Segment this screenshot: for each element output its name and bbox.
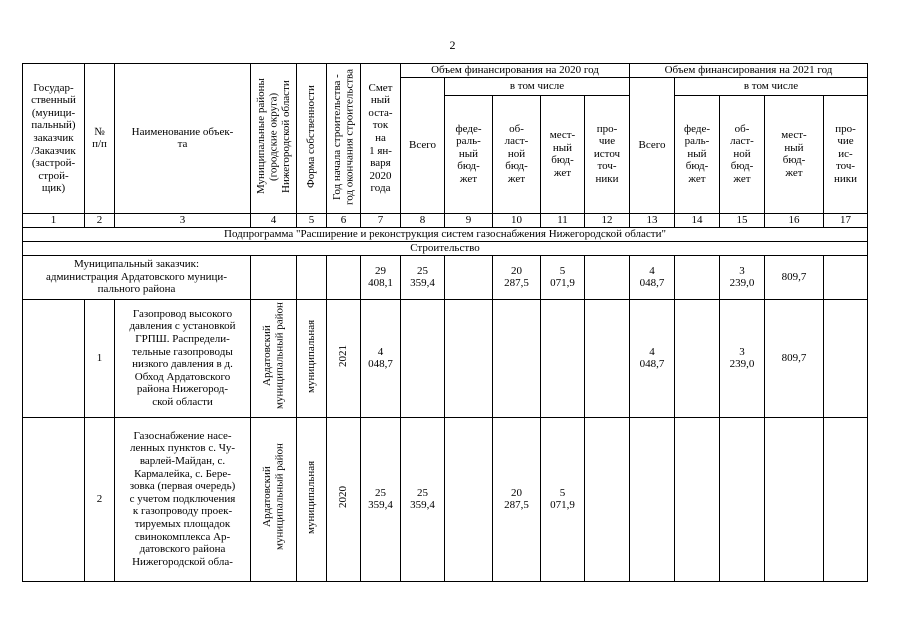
- column-number: 8: [401, 213, 445, 227]
- cell: [585, 299, 630, 417]
- row-number: 1: [85, 299, 115, 417]
- header-including-2020: в том числе: [445, 78, 630, 96]
- column-number: 6: [327, 213, 361, 227]
- customer-regional-2021: 3 239,0: [720, 255, 765, 299]
- subprogram-title: Подпрограмма "Расширение и реконструкция систем газоснабжения Нижегородской области": [23, 227, 868, 241]
- years: 2020: [327, 417, 361, 581]
- cell: [445, 299, 493, 417]
- cell: [23, 417, 85, 581]
- cell: [297, 255, 327, 299]
- estimate-balance: 25 359,4: [361, 417, 401, 581]
- header-ownership: Форма собственности: [297, 64, 327, 214]
- customer-total-2021: 4 048,7: [630, 255, 675, 299]
- header-local-2020: мест- ный бюд- жет: [541, 95, 585, 213]
- header-regional-2021: об- ласт- ной бюд- жет: [720, 95, 765, 213]
- header-federal-2020: феде- раль- ный бюд- жет: [445, 95, 493, 213]
- district: Ардатовский муниципальный район: [251, 417, 297, 581]
- header-district: Муниципальные районы (городские округа) Нижегородской области: [251, 64, 297, 214]
- header-object-name: Наименование объек- та: [115, 64, 251, 214]
- column-number: 1: [23, 213, 85, 227]
- cell: [251, 255, 297, 299]
- cell: [765, 417, 824, 581]
- cell: [445, 255, 493, 299]
- financing-table: [22, 63, 868, 582]
- customer-estimate: 29 408,1: [361, 255, 401, 299]
- header-including-2021: в том числе: [675, 78, 868, 96]
- column-number: 17: [824, 213, 868, 227]
- object-name: Газопровод высокого давления с установкой ГРПШ. Распредели- тельные газопроводы низкого давления в д. Обход Ардатовского района Нижегород- ской области: [115, 299, 251, 417]
- cell: [675, 255, 720, 299]
- column-number: 16: [765, 213, 824, 227]
- cell: [401, 299, 445, 417]
- subprogram-row: [23, 227, 868, 241]
- column-number: 14: [675, 213, 720, 227]
- estimate-balance: 4 048,7: [361, 299, 401, 417]
- column-number: 12: [585, 213, 630, 227]
- object-name: Газоснабжение насе- ленных пунктов с. Чу- варлей-Майдан, с. Кармалейка, с. Бере- зовка (первая очередь) с учетом подключения к газопроводу проек- тируемых площадок свинокомплекса Ар- датовского района Нижегородской обла-: [115, 417, 251, 581]
- total-2021: 4 048,7: [630, 299, 675, 417]
- table-row: [23, 299, 868, 417]
- cell: [541, 299, 585, 417]
- years: 2021: [327, 299, 361, 417]
- cell: [493, 299, 541, 417]
- cell: [675, 299, 720, 417]
- column-number: 11: [541, 213, 585, 227]
- cell: [445, 417, 493, 581]
- ownership: муниципальная: [297, 417, 327, 581]
- regional-2021: 3 239,0: [720, 299, 765, 417]
- page-number: 2: [449, 38, 456, 52]
- cell: [630, 417, 675, 581]
- cell: [585, 417, 630, 581]
- header-row-1: [23, 64, 868, 78]
- customer-regional-2020: 20 287,5: [493, 255, 541, 299]
- column-number: 13: [630, 213, 675, 227]
- district: Ардатовский муниципальный район: [251, 299, 297, 417]
- cell: [585, 255, 630, 299]
- header-other-2020: про- чие источ точ- ники: [585, 95, 630, 213]
- cell: [23, 299, 85, 417]
- customer-row: [23, 255, 868, 299]
- cell: [824, 299, 868, 417]
- header-federal-2021: феде- раль- ный бюд- жет: [675, 95, 720, 213]
- header-number: № п/п: [85, 64, 115, 214]
- column-number: 3: [115, 213, 251, 227]
- header-other-2021: про- чие ис- точ- ники: [824, 95, 868, 213]
- ownership: муниципальная: [297, 299, 327, 417]
- header-estimate-balance: Смет ный оста- ток на 1 ян- варя 2020 года: [361, 64, 401, 214]
- column-numbers-row: [23, 213, 868, 227]
- cell: [824, 255, 868, 299]
- column-number: 9: [445, 213, 493, 227]
- regional-2020: 20 287,5: [493, 417, 541, 581]
- total-2020: 25 359,4: [401, 417, 445, 581]
- header-local-2021: мест- ный бюд- жет: [765, 95, 824, 213]
- customer-total-2020: 25 359,4: [401, 255, 445, 299]
- cell: [720, 417, 765, 581]
- column-number: 4: [251, 213, 297, 227]
- header-fin-2021: Объем финансирования на 2021 год: [630, 64, 868, 78]
- local-2021: 809,7: [765, 299, 824, 417]
- customer-name: Муниципальный заказчик: администрация Ардатовского муници- пального района: [23, 255, 251, 299]
- cell: [824, 417, 868, 581]
- header-customer: Государ- ственный (муници- пальный) заказчик /Заказчик (застрой- строй- щик): [23, 64, 85, 214]
- cell: [327, 255, 361, 299]
- row-number: 2: [85, 417, 115, 581]
- customer-local-2020: 5 071,9: [541, 255, 585, 299]
- header-total-2020: Всего: [401, 78, 445, 214]
- cell: [675, 417, 720, 581]
- table-row: [23, 417, 868, 581]
- column-number: 7: [361, 213, 401, 227]
- column-number: 2: [85, 213, 115, 227]
- section-row: [23, 241, 868, 255]
- column-number: 5: [297, 213, 327, 227]
- local-2020: 5 071,9: [541, 417, 585, 581]
- header-total-2021: Всего: [630, 78, 675, 214]
- column-number: 10: [493, 213, 541, 227]
- section-title: Строительство: [23, 241, 868, 255]
- header-regional-2020: об- ласт- ной бюд- жет: [493, 95, 541, 213]
- customer-local-2021: 809,7: [765, 255, 824, 299]
- header-fin-2020: Объем финансирования на 2020 год: [401, 64, 630, 78]
- column-number: 15: [720, 213, 765, 227]
- header-years: Год начала строительства - год окончания строительства: [327, 64, 361, 214]
